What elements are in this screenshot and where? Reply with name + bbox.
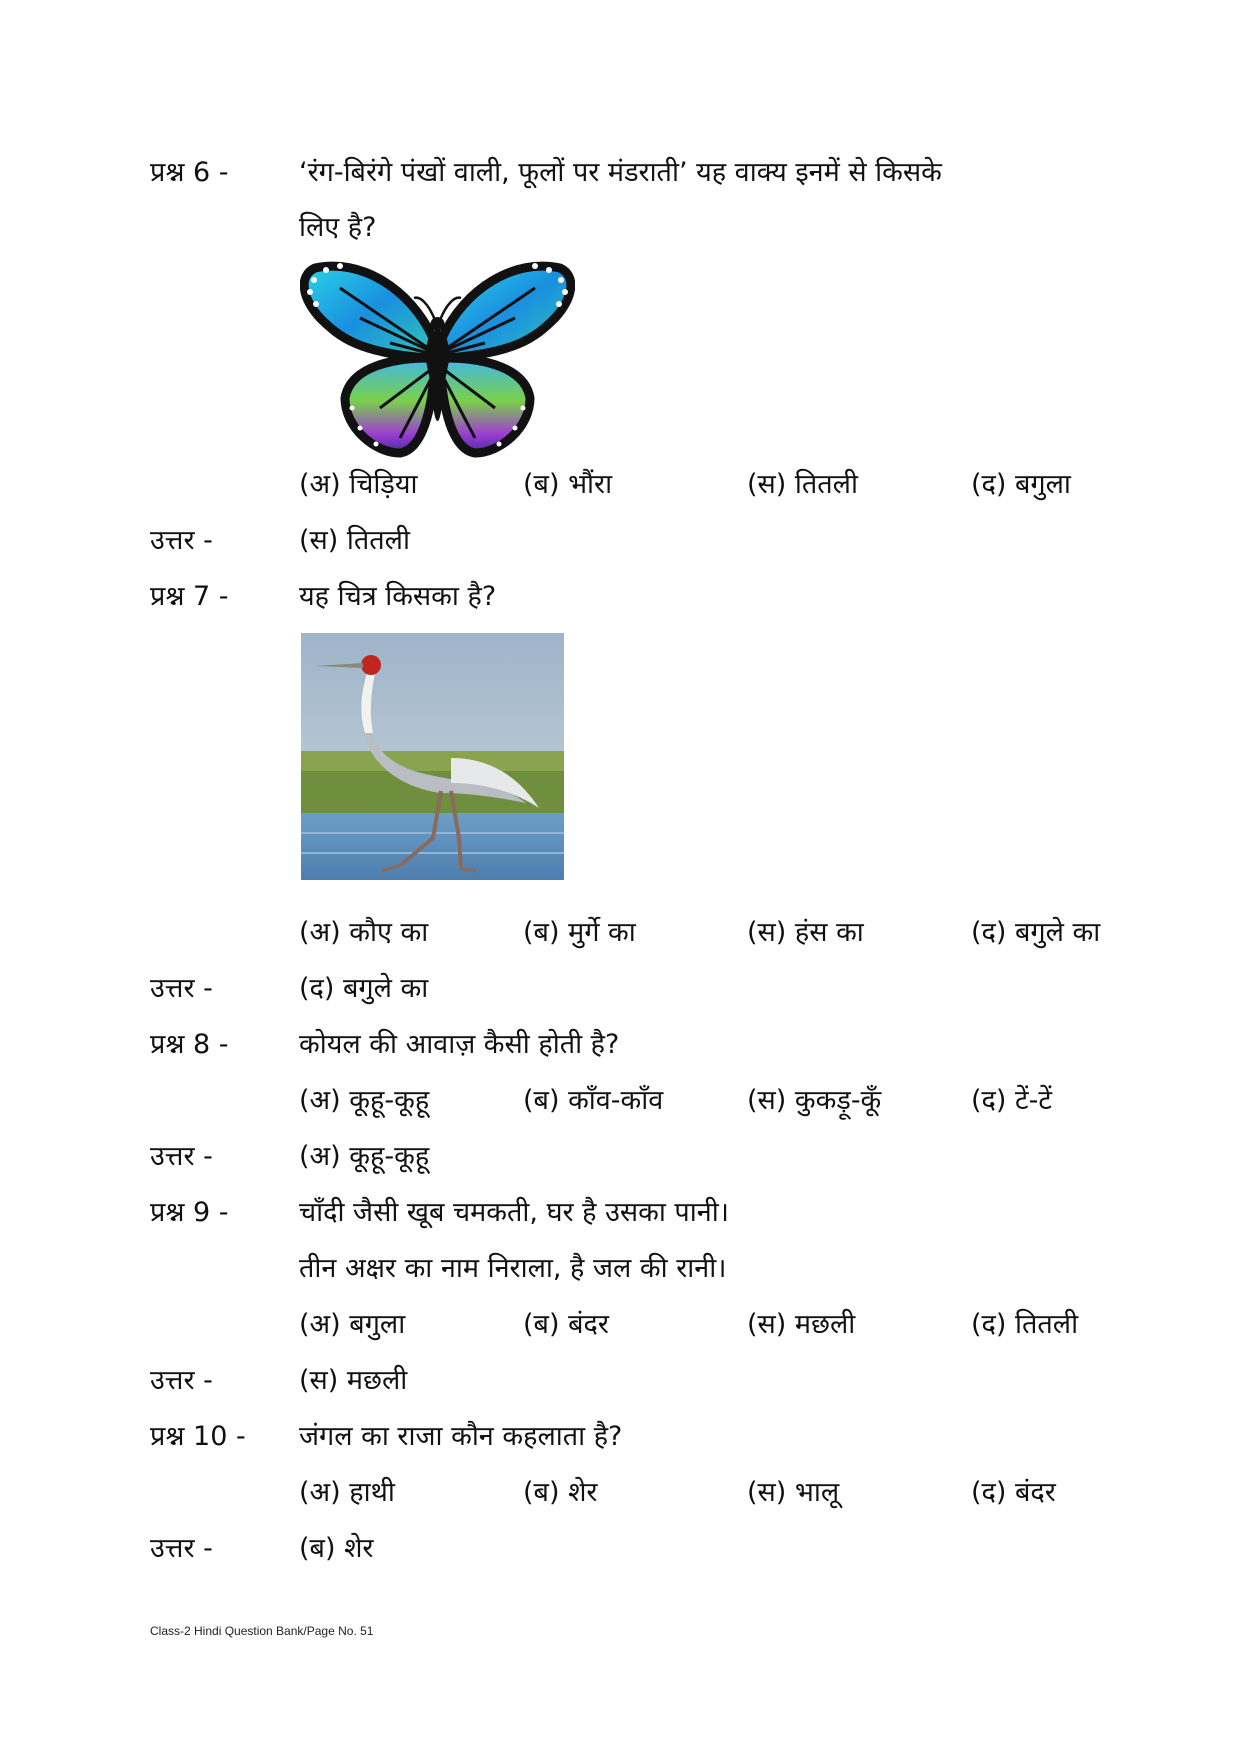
question-9-option-a: (अ) बगुला bbox=[299, 1309, 406, 1340]
question-6-text-2: लिए है? bbox=[299, 212, 377, 243]
question-6-option-a: (अ) चिड़िया bbox=[299, 469, 418, 500]
question-6-option-b: (ब) भौंरा bbox=[523, 469, 613, 500]
question-7-options bbox=[150, 911, 1201, 955]
question-8-option-b: (ब) काँव-काँव bbox=[523, 1085, 664, 1116]
question-6-options bbox=[150, 463, 1201, 507]
question-8-answer: (अ) कूहू-कूहू bbox=[299, 1141, 430, 1172]
question-7-option-b: (ब) मुर्गे का bbox=[523, 917, 636, 948]
question-6-answer: (स) तितली bbox=[299, 525, 410, 556]
question-7-answer-line bbox=[150, 967, 1201, 1011]
question-8-label: प्रश्न 8 - bbox=[150, 1029, 229, 1060]
question-8-options bbox=[150, 1079, 1201, 1123]
question-10-answer-line bbox=[150, 1527, 1201, 1571]
question-10-line-1 bbox=[150, 1415, 1201, 1459]
question-9-line-1 bbox=[150, 1191, 1201, 1235]
question-9-line-2 bbox=[150, 1247, 1201, 1291]
question-10-text-1: जंगल का राजा कौन कहलाता है? bbox=[299, 1421, 623, 1452]
question-8-text-1: कोयल की आवाज़ कैसी होती है? bbox=[299, 1029, 620, 1060]
question-6-label: प्रश्न 6 - bbox=[150, 157, 229, 188]
question-10-option-a: (अ) हाथी bbox=[299, 1477, 395, 1508]
question-6-line-1 bbox=[150, 151, 1201, 195]
page-footer: Class-2 Hindi Question Bank/Page No. 51 bbox=[150, 1624, 374, 1638]
question-8-option-c: (स) कुकड़ू-कूँ bbox=[747, 1085, 882, 1116]
butterfly-illustration bbox=[300, 258, 575, 458]
question-7-answer: (द) बगुले का bbox=[299, 973, 429, 1004]
question-9-text-1: चाँदी जैसी खूब चमकती, घर है उसका पानी। bbox=[299, 1197, 729, 1228]
question-10-label: प्रश्न 10 - bbox=[150, 1421, 246, 1452]
question-9-options bbox=[150, 1303, 1201, 1347]
question-7-option-c: (स) हंस का bbox=[747, 917, 864, 948]
question-10-options bbox=[150, 1471, 1201, 1515]
question-9-label: प्रश्न 9 - bbox=[150, 1197, 229, 1228]
question-6-option-d: (द) बगुला bbox=[971, 469, 1071, 500]
question-8-line-1 bbox=[150, 1023, 1201, 1067]
question-6-option-c: (स) तितली bbox=[747, 469, 858, 500]
question-9-answer-label: उत्तर - bbox=[150, 1365, 213, 1396]
question-6-text-1: ‘रंग-बिरंगे पंखों वाली, फूलों पर मंडराती’ यह वाक्य इनमें से किसके bbox=[299, 157, 942, 188]
question-7-answer-label: उत्तर - bbox=[150, 973, 213, 1004]
question-8-answer-line bbox=[150, 1135, 1201, 1179]
question-9-option-b: (ब) बंदर bbox=[523, 1309, 609, 1340]
question-10-option-c: (स) भालू bbox=[747, 1477, 840, 1508]
question-10-answer: (ब) शेर bbox=[299, 1533, 374, 1564]
question-9-option-d: (द) तितली bbox=[971, 1309, 1079, 1340]
crane-photo bbox=[301, 633, 564, 880]
question-9-text-2: तीन अक्षर का नाम निराला, है जल की रानी। bbox=[299, 1253, 727, 1284]
question-10-answer-label: उत्तर - bbox=[150, 1533, 213, 1564]
question-7-option-d: (द) बगुले का bbox=[971, 917, 1101, 948]
question-6-answer-line bbox=[150, 519, 1201, 563]
question-7-line-1 bbox=[150, 575, 1201, 619]
question-6-answer-label: उत्तर - bbox=[150, 525, 213, 556]
question-9-answer-line bbox=[150, 1359, 1201, 1403]
question-7-option-a: (अ) कौए का bbox=[299, 917, 429, 948]
question-8-answer-label: उत्तर - bbox=[150, 1141, 213, 1172]
question-9-answer: (स) मछली bbox=[299, 1365, 408, 1396]
question-7-text-1: यह चित्र किसका है? bbox=[299, 581, 497, 612]
question-7-label: प्रश्न 7 - bbox=[150, 581, 229, 612]
question-9-option-c: (स) मछली bbox=[747, 1309, 856, 1340]
question-10-option-b: (ब) शेर bbox=[523, 1477, 598, 1508]
question-10-option-d: (द) बंदर bbox=[971, 1477, 1056, 1508]
question-6-line-2 bbox=[150, 206, 1201, 250]
question-8-option-d: (द) टें-टें bbox=[971, 1085, 1052, 1116]
question-8-option-a: (अ) कूहू-कूहू bbox=[299, 1085, 430, 1116]
